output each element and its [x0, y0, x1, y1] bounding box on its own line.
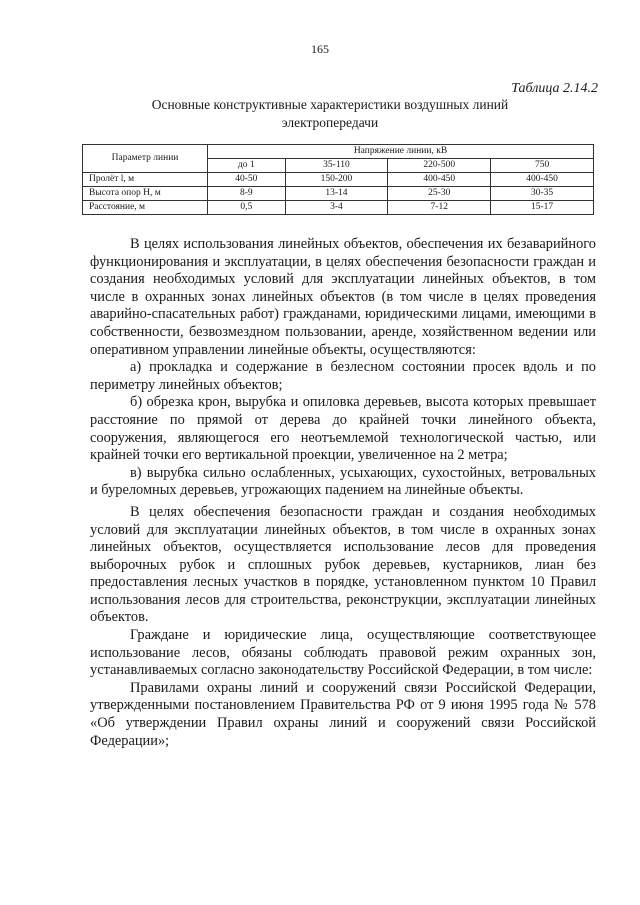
row-label: Расстояние, м: [83, 201, 208, 215]
paragraph: Правилами охраны линий и сооружений связи Российской Федерации, утвержденными постановлением Правительства РФ от 9 июня 1995 года № 578 «Об утверждении Правил охраны линий и сооружений связи Российской Федерации»;: [90, 679, 596, 749]
row-label: Пролёт l, м: [83, 173, 208, 187]
paragraph: б) обрезка крон, вырубка и опиловка деревьев, высота которых превышает расстояние по прямой от дерева до крайней точки линейного объекта, сооружения, являющегося его неотъемлемой технологической частью, или крайней точки его вертикальной проекции, увеличенное на 2 метра;: [90, 394, 596, 464]
row-label: Высота опор H, м: [83, 187, 208, 201]
paragraph: В целях обеспечения безопасности граждан и создания необходимых условий для эксплуатации линейных объектов, в том числе в охранных зонах линейных объектов, осуществляется использование лесов для проведения выборочных рубок и сплошных рубок деревьев, кустарников, лиан без предоставления лесных участков в порядке, установленном пунктом 10 Правил использования лесов для строительства, реконструкции, эксплуатации линейных объектов.: [90, 503, 596, 626]
voltage-column: 750: [491, 159, 594, 173]
specs-table: [82, 144, 594, 215]
body-text: [90, 236, 596, 750]
paragraph: В целях использования линейных объектов, обеспечения их безаварийного функционирования и эксплуатации, в целях обеспечения безопасности граждан и создания необходимых условий для эксплуатации линейных объектов, в том числе в охранных зонах линейных объектов (в том числе в целях проведения аварийно-спасательных работ) гражданами, юридическими лицами, имеющими в собственности, безвозмездном пользовании, аренде, хозяйственном ведении или оперативном управлении линейные объекты, осуществляются:: [90, 236, 596, 358]
table-cell: 13-14: [285, 187, 388, 201]
page-number: 165: [311, 42, 329, 56]
table-row: [83, 173, 594, 187]
paragraph: а) прокладка и содержание в безлесном состоянии просек вдоль и по периметру линейных объектов;: [90, 359, 596, 393]
table-cell: 30-35: [491, 187, 594, 201]
paragraph: Граждане и юридические лица, осуществляющие соответствующее использование лесов, обязаны соблюдать правовой режим охранных зон, устанавливаемых согласно законодательству Российской Федерации, в том числе:: [90, 627, 596, 679]
voltage-header: Напряжение линии, кВ: [208, 145, 594, 159]
table-title: Основные конструктивные характеристики воздушных линий электропередачи: [151, 97, 509, 130]
paragraph: в) вырубка сильно ослабленных, усыхающих, сухостойных, ветровальных и буреломных деревьев, угрожающих падением на линейные объекты.: [90, 464, 596, 499]
voltage-column: 35-110: [285, 159, 388, 173]
voltage-column: 220-500: [388, 159, 491, 173]
table-cell: 400-450: [491, 173, 594, 187]
table-cell: 400-450: [388, 173, 491, 187]
table-label: Таблица 2.14.2: [511, 81, 598, 96]
table-cell: 0,5: [208, 201, 286, 215]
table-row: [83, 201, 594, 215]
voltage-column: до 1: [208, 159, 286, 173]
table-cell: 150-200: [285, 173, 388, 187]
param-header: Параметр линии: [83, 145, 208, 173]
table-cell: 7-12: [388, 201, 491, 215]
table-cell: 40-50: [208, 173, 286, 187]
table-cell: 15-17: [491, 201, 594, 215]
table-cell: 8-9: [208, 187, 286, 201]
table-cell: 3-4: [285, 201, 388, 215]
table-row: [83, 187, 594, 201]
table-cell: 25-30: [388, 187, 491, 201]
